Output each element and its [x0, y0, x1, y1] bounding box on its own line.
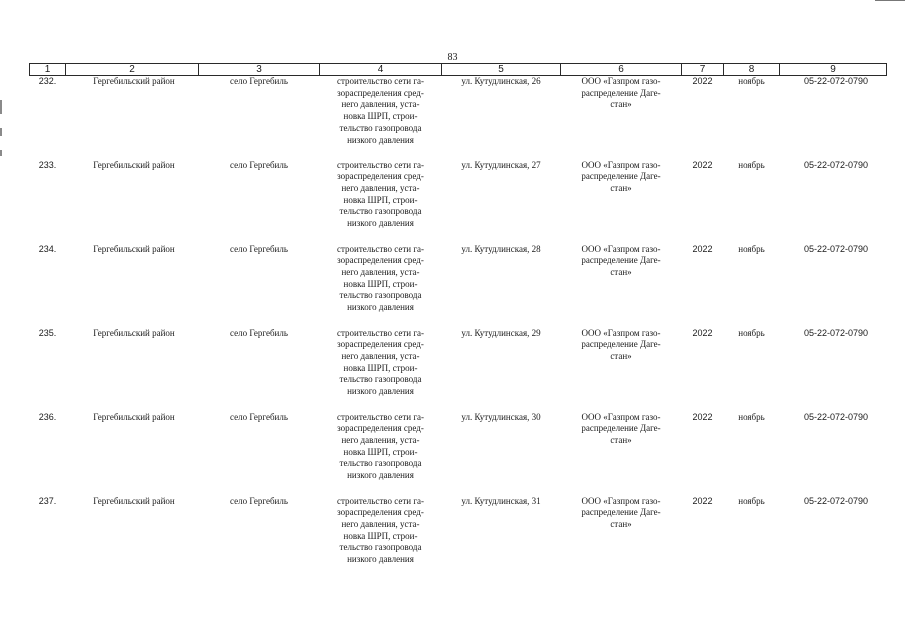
work-description-cell-line: низкого давления	[347, 470, 414, 481]
table-row	[30, 76, 887, 160]
work-description-cell-line: него давления, уста-	[341, 434, 420, 445]
work-description-cell-line: зораспределения сред-	[337, 339, 424, 350]
row-number: 237.	[38, 495, 57, 506]
row-number: 236.	[38, 411, 57, 422]
scan-artifact-corner	[875, 0, 905, 1]
work-description-cell-line: него давления, уста-	[341, 266, 420, 277]
organization-cell-line: ООО «Газпром газо-	[581, 495, 661, 506]
work-description-cell-line: новка ШРП, строи-	[343, 530, 418, 541]
work-description-cell	[320, 244, 442, 328]
work-description-cell-line: строительство сети га-	[336, 159, 425, 170]
scan-artifact-edge	[0, 100, 2, 114]
work-description-cell-line: новка ШРП, строи-	[343, 111, 418, 122]
organization-cell-line: распределение Даге-	[581, 255, 661, 266]
column-header: 5	[442, 64, 561, 76]
month-cell: ноябрь	[738, 411, 765, 422]
organization-cell-line: ООО «Газпром газо-	[581, 243, 661, 254]
organization-cell-line: распределение Даге-	[581, 507, 661, 518]
work-description-cell-line: строительство сети га-	[336, 411, 425, 422]
month-cell: ноябрь	[738, 243, 765, 254]
organization-cell-line: стан»	[610, 518, 632, 529]
village-cell: село Гергебиль	[230, 243, 288, 254]
work-description-cell-line: тельство газопровода	[339, 122, 422, 133]
column-header: 9	[780, 64, 887, 76]
column-header: 7	[682, 64, 724, 76]
work-description-cell-line: зораспределения сред-	[337, 171, 424, 182]
work-description-cell-line: него давления, уста-	[341, 182, 420, 193]
address-cell: ул. Кутудлинская, 31	[461, 495, 541, 506]
organization-cell-line: стан»	[610, 182, 632, 193]
year-cell: 2022	[692, 159, 713, 170]
work-description-cell-line: строительство сети га-	[336, 243, 425, 254]
program-code-cell: 05-22-072-0790	[803, 76, 868, 86]
district-cell: Гергебильский район	[93, 495, 175, 506]
village-cell: село Гергебиль	[230, 159, 288, 170]
village-cell: село Гергебиль	[230, 495, 288, 506]
address-cell: ул. Кутудлинская, 27	[461, 159, 541, 170]
village-cell: село Гергебиль	[230, 76, 288, 86]
program-code-cell: 05-22-072-0790	[803, 411, 868, 422]
organization-cell	[561, 244, 682, 328]
work-description-cell-line: низкого давления	[347, 218, 414, 229]
column-header: 8	[724, 64, 780, 76]
scan-artifact-edge	[0, 150, 2, 156]
work-description-cell-line: зораспределения сред-	[337, 423, 424, 434]
page-number: 83	[447, 52, 458, 63]
work-description-cell-line: него давления, уста-	[341, 99, 420, 110]
program-code-cell: 05-22-072-0790	[803, 327, 868, 338]
program-code-cell: 05-22-072-0790	[803, 495, 868, 506]
organization-cell-line: стан»	[610, 266, 632, 277]
month-cell: ноябрь	[738, 76, 765, 86]
organization-cell	[561, 76, 682, 160]
row-number: 233.	[38, 159, 57, 170]
organization-cell	[561, 160, 682, 244]
work-description-cell-line: низкого давления	[347, 302, 414, 313]
column-header: 4	[320, 64, 442, 76]
work-description-cell-line: зораспределения сред-	[337, 255, 424, 266]
column-header: 2	[66, 64, 199, 76]
work-description-cell-line: новка ШРП, строи-	[343, 278, 418, 289]
program-code-cell: 05-22-072-0790	[803, 159, 868, 170]
month-cell: ноябрь	[738, 159, 765, 170]
work-description-cell-line: зораспределения сред-	[337, 87, 424, 98]
organization-cell-line: распределение Даге-	[581, 171, 661, 182]
work-description-cell-line: новка ШРП, строи-	[343, 194, 418, 205]
scan-artifact-edge	[0, 128, 2, 136]
organization-cell	[561, 412, 682, 496]
organization-cell	[561, 328, 682, 412]
work-description-cell-line: низкого давления	[347, 554, 414, 565]
address-cell: ул. Кутудлинская, 28	[461, 243, 541, 254]
work-description-cell-line: тельство газопровода	[339, 206, 422, 217]
work-description-cell-line: него давления, уста-	[341, 518, 420, 529]
village-cell: село Гергебиль	[230, 327, 288, 338]
organization-cell	[561, 496, 682, 580]
work-description-cell	[320, 76, 442, 160]
column-header: 3	[199, 64, 320, 76]
work-description-cell-line: новка ШРП, строи-	[343, 362, 418, 373]
district-cell: Гергебильский район	[93, 327, 175, 338]
year-cell: 2022	[692, 411, 713, 422]
organization-cell-line: распределение Даге-	[581, 423, 661, 434]
organization-cell-line: стан»	[610, 434, 632, 445]
organization-cell-line: стан»	[610, 99, 632, 110]
work-description-cell	[320, 412, 442, 496]
address-cell: ул. Кутудлинская, 26	[461, 76, 541, 86]
work-description-cell-line: строительство сети га-	[336, 76, 425, 86]
work-description-cell-line: зораспределения сред-	[337, 507, 424, 518]
work-description-cell-line: тельство газопровода	[339, 542, 422, 553]
column-header: 6	[561, 64, 682, 76]
work-description-cell-line: новка ШРП, строи-	[343, 446, 418, 457]
work-description-cell-line: тельство газопровода	[339, 374, 422, 385]
column-number-header-row	[30, 64, 887, 76]
district-cell: Гергебильский район	[93, 159, 175, 170]
organization-cell-line: стан»	[610, 350, 632, 361]
address-cell: ул. Кутудлинская, 30	[461, 411, 541, 422]
organization-cell-line: ООО «Газпром газо-	[581, 159, 661, 170]
work-description-cell-line: низкого давления	[347, 134, 414, 145]
table-row	[30, 496, 887, 580]
work-description-cell-line: строительство сети га-	[336, 495, 425, 506]
district-cell: Гергебильский район	[93, 243, 175, 254]
year-cell: 2022	[692, 76, 713, 86]
register-table	[29, 63, 887, 580]
row-number: 232.	[38, 76, 57, 86]
organization-cell-line: ООО «Газпром газо-	[581, 327, 661, 338]
column-header: 1	[30, 64, 66, 76]
address-cell: ул. Кутудлинская, 29	[461, 327, 541, 338]
village-cell: село Гергебиль	[230, 411, 288, 422]
organization-cell-line: ООО «Газпром газо-	[581, 76, 661, 86]
organization-cell-line: распределение Даге-	[581, 87, 661, 98]
work-description-cell	[320, 328, 442, 412]
row-number: 235.	[38, 327, 57, 338]
work-description-cell	[320, 160, 442, 244]
program-code-cell: 05-22-072-0790	[803, 243, 868, 254]
work-description-cell-line: него давления, уста-	[341, 350, 420, 361]
table-row	[30, 328, 887, 412]
year-cell: 2022	[692, 243, 713, 254]
work-description-cell-line: низкого давления	[347, 386, 414, 397]
month-cell: ноябрь	[738, 495, 765, 506]
work-description-cell-line: строительство сети га-	[336, 327, 425, 338]
year-cell: 2022	[692, 327, 713, 338]
work-description-cell-line: тельство газопровода	[339, 458, 422, 469]
district-cell: Гергебильский район	[93, 411, 175, 422]
table-row	[30, 244, 887, 328]
organization-cell-line: распределение Даге-	[581, 339, 661, 350]
table-row	[30, 412, 887, 496]
district-cell: Гергебильский район	[93, 76, 175, 86]
work-description-cell	[320, 496, 442, 580]
work-description-cell-line: тельство газопровода	[339, 290, 422, 301]
month-cell: ноябрь	[738, 327, 765, 338]
row-number: 234.	[38, 243, 57, 254]
year-cell: 2022	[692, 495, 713, 506]
table-row	[30, 160, 887, 244]
organization-cell-line: ООО «Газпром газо-	[581, 411, 661, 422]
